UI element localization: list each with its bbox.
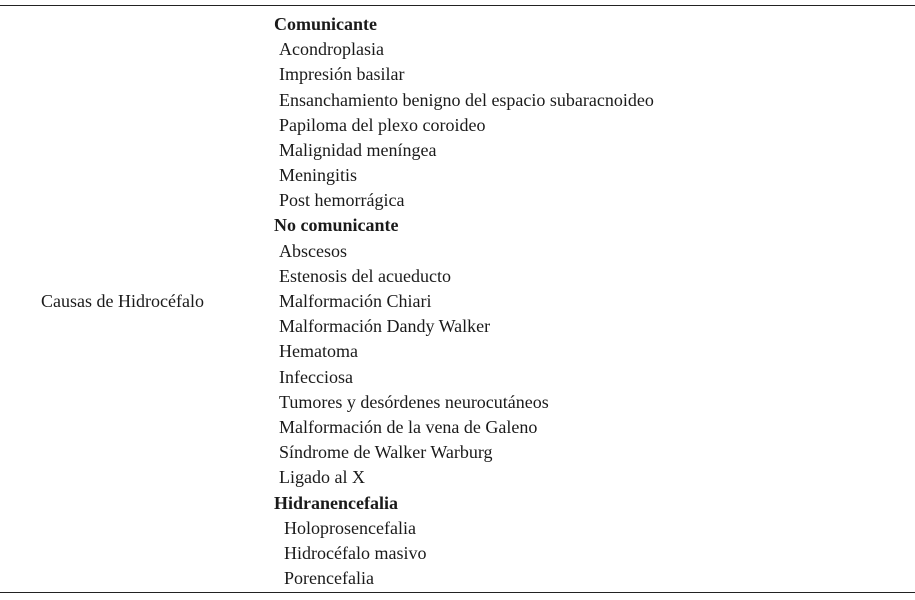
list-item: Hidrocéfalo masivo <box>284 543 427 563</box>
table-bottom-rule <box>0 592 915 593</box>
group-heading-comunicante: Comunicante <box>274 14 377 34</box>
row-label: Causas de Hidrocéfalo <box>41 291 204 311</box>
list-item: Hematoma <box>279 341 358 361</box>
list-item: Infecciosa <box>279 367 353 387</box>
list-item: Malformación Chiari <box>279 291 432 311</box>
list-item: Estenosis del acueducto <box>279 266 451 286</box>
group-heading-hidranencefalia: Hidranencefalia <box>274 493 398 513</box>
group-heading-no-comunicante: No comunicante <box>274 215 399 235</box>
table-top-rule <box>0 5 915 6</box>
list-item: Post hemorrágica <box>279 190 405 210</box>
list-item: Holoprosencefalia <box>284 518 416 538</box>
list-item: Abscesos <box>279 241 347 261</box>
list-item: Síndrome de Walker Warburg <box>279 442 493 462</box>
list-item: Malformación Dandy Walker <box>279 316 491 336</box>
list-item: Tumores y desórdenes neurocutáneos <box>279 392 549 412</box>
list-item: Acondroplasia <box>279 39 384 59</box>
list-item: Ligado al X <box>279 467 365 487</box>
list-item: Papiloma del plexo coroideo <box>279 115 486 135</box>
list-item: Impresión basilar <box>279 64 405 84</box>
list-item: Malformación de la vena de Galeno <box>279 417 538 437</box>
list-item: Malignidad meníngea <box>279 140 437 160</box>
list-item: Porencefalia <box>284 568 374 588</box>
list-item: Ensanchamiento benigno del espacio subaracnoideo <box>279 90 654 110</box>
list-item: Meningitis <box>279 165 358 185</box>
